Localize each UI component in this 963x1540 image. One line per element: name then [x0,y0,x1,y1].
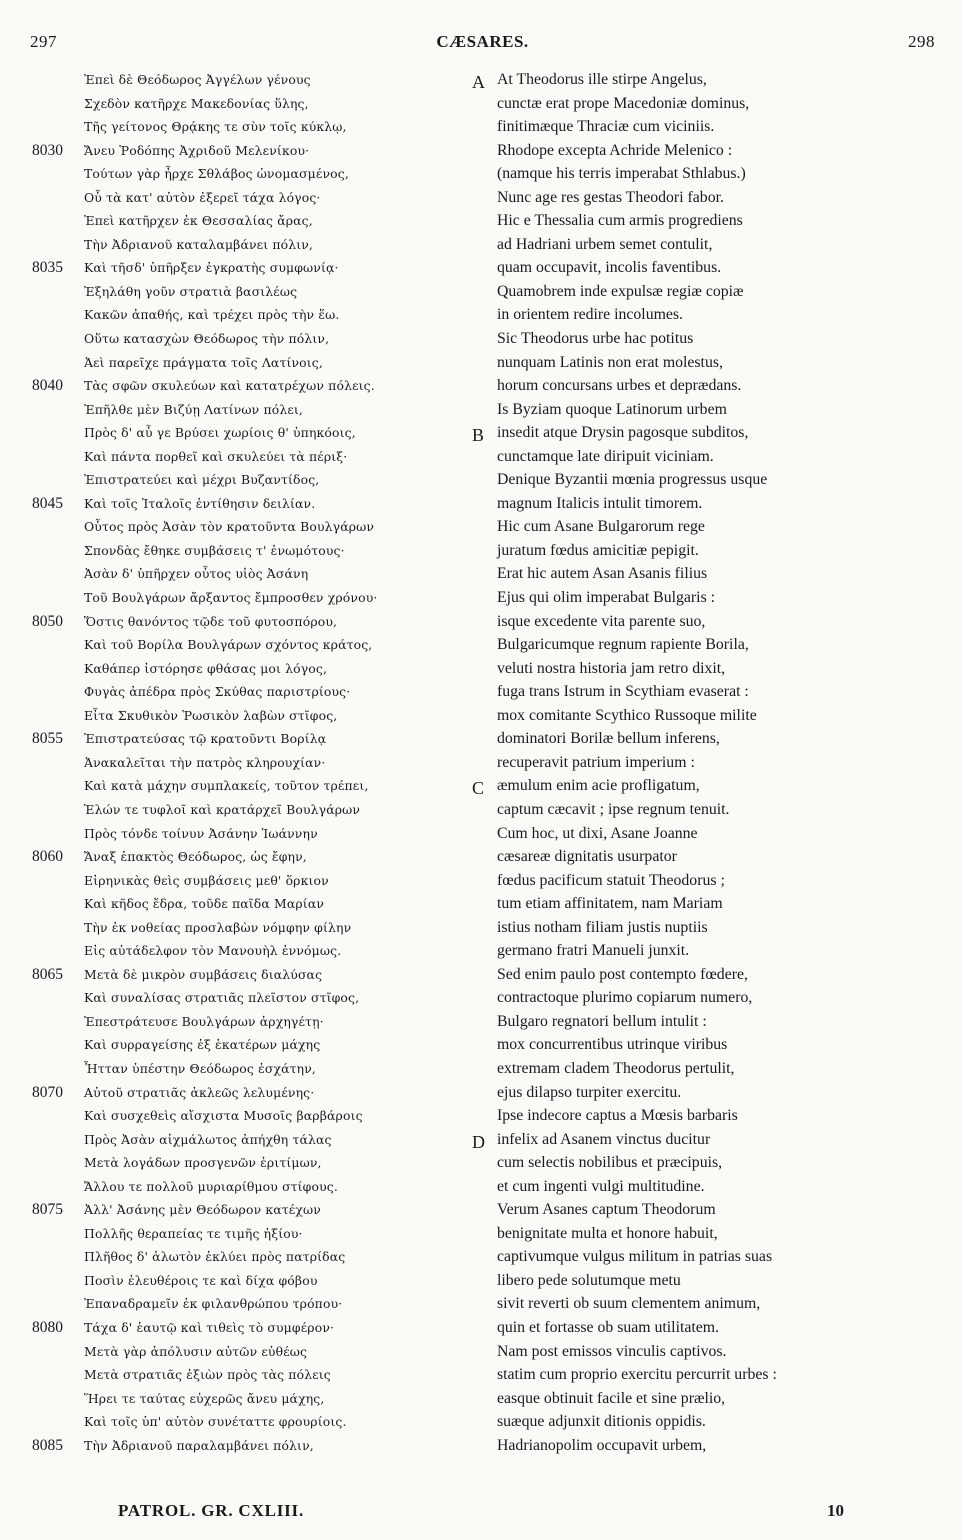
greek-verse-text: Πρὸς δ' αὖ γε Βρύσει χωρίοις θ' ὑπηκόοις, [84,425,356,441]
verse-number: 8075 [32,1201,63,1219]
greek-verse-text: Ἄνευ Ῥοδόπης Ἀχριδοῦ Μελενίκου· [84,142,310,158]
page-footer [0,1501,963,1525]
latin-verse-text: tum etiam affinitatem, nam Mariam [497,895,723,913]
latin-verse-text: istius notham filiam justis nuptiis [497,918,708,936]
latin-translation-line [472,1387,912,1411]
greek-verse-line [32,1175,472,1199]
latin-translation-line [472,916,912,940]
latin-translation-line [472,92,912,116]
latin-verse-text: Rhodope excepta Achride Melenico : [497,141,733,159]
greek-verse-text: Ἐπαναδραμεῖν ἐκ φιλανθρώπου τρόπου· [84,1296,343,1312]
greek-verse-line [32,727,472,751]
latin-translation-line [472,633,912,657]
latin-verse-text: ad Hadriani urbem semet contulit, [497,235,713,253]
greek-verse-text: Τοῦ Βουλγάρων ἄρξαντος ἔμπροσθεν χρόνου· [84,590,378,606]
latin-verse-text: infelix ad Asanem vinctus ducitur [497,1130,711,1148]
greek-verse-line [32,233,472,257]
greek-verse-line [32,869,472,893]
greek-verse-line [32,421,472,445]
latin-translation-line [472,445,912,469]
greek-verse-text: Καὶ κῆδος ἔδρα, τοῦδε παῖδα Μαρίαν [84,896,325,912]
greek-verse-text: Τὴν Ἀδριανοῦ καταλαμβάνει πόλιν, [84,236,314,252]
latin-translation-line [472,1057,912,1081]
latin-verse-text: quam occupavit, incolis faventibus. [497,259,722,277]
verse-number: 8080 [32,1318,63,1336]
greek-verse-line [32,586,472,610]
latin-verse-text: insedit atque Drysin pagosque subditos, [497,424,749,442]
greek-verse-line [32,633,472,657]
greek-verse-text: Ἄναξ ἐπακτὸς Θεόδωρος, ὡς ἔφην, [84,849,307,865]
greek-verse-text: Ἀλλ' Ἀσάνης μὲν Θεόδωρον κατέχων [84,1202,321,1218]
latin-translation-line [472,845,912,869]
greek-verse-text: Καὶ συρραγείσης ἐξ ἑκατέρων μάχης [84,1037,321,1053]
greek-verse-line [32,1269,472,1293]
latin-translation-line [472,374,912,398]
latin-verse-text: cum selectis nobilibus et præcipuis, [497,1154,723,1172]
latin-translation-line [472,351,912,375]
greek-verse-line [32,1151,472,1175]
greek-verse-line [32,445,472,469]
greek-verse-line [32,680,472,704]
latin-verse-text: Cum hoc, ut dixi, Asane Joanne [497,824,698,842]
latin-translation-line [472,1033,912,1057]
greek-verse-line [32,1410,472,1434]
greek-verse-text: Αὐτοῦ στρατιᾶς ἀκλεῶς λελυμένης· [84,1084,315,1100]
greek-verse-line [32,1057,472,1081]
latin-verse-text: captum cæcavit ; ipse regnum tenuit. [497,800,730,818]
latin-verse-text: Denique Byzantii mœnia progressus usque [497,471,768,489]
greek-verse-line [32,774,472,798]
greek-verse-text: Μετὰ στρατιᾶς ἐξιὼν πρὸς τὰς πόλεις [84,1367,331,1383]
latin-verse-text: Bulgaricumque regnum rapiente Borila, [497,636,749,654]
latin-translation-line [472,1010,912,1034]
latin-translation-line [472,515,912,539]
greek-verse-line [32,398,472,422]
greek-verse-line [32,374,472,398]
latin-translation-line [472,492,912,516]
greek-verse-line [32,1104,472,1128]
greek-verse-line [32,704,472,728]
greek-verse-text: Ἑλών τε τυφλοῖ καὶ κρατάρχεῖ Βουλγάρων [84,801,361,817]
latin-translation-line [472,822,912,846]
greek-verse-line [32,256,472,280]
latin-verse-text: magnum Italicis intulit timorem. [497,494,703,512]
latin-translation-line [472,209,912,233]
footer-sheet-number: 10 [827,1501,844,1520]
greek-verse-text: Εἰρηνικὰς θεὶς συμβάσεις μεθ' ὅρκιον [84,872,329,888]
greek-verse-line [32,280,472,304]
latin-translation-line [472,586,912,610]
greek-verse-line [32,751,472,775]
verse-number: 8065 [32,965,63,983]
greek-verse-line [32,1363,472,1387]
greek-verse-line [32,562,472,586]
greek-verse-line [32,963,472,987]
verse-number: 8060 [32,848,63,866]
latin-verse-text: At Theodorus ille stirpe Angelus, [497,71,707,88]
greek-verse-text: Οὗτος πρὸς Ἀσὰν τὸν κρατοῦντα Βουλγάρων [84,519,375,535]
greek-verse-text: Μετὰ γὰρ ἀπόλυσιν αὐτῶν εὐθέως [84,1343,308,1359]
latin-verse-text: Is Byziam quoque Latinorum urbem [497,400,727,418]
latin-translation-line [472,562,912,586]
latin-verse-text: Sic Theodorus urbe hac potitus [497,330,694,348]
verse-number: 8070 [32,1083,63,1101]
latin-verse-text: Sed enim paulo post contempto fœdere, [497,965,748,983]
latin-translation-line [472,751,912,775]
latin-verse-text: Quamobrem inde expulsæ regiæ copiæ [497,282,744,300]
greek-verse-line [32,351,472,375]
latin-translation-line [472,327,912,351]
latin-translation-line [472,798,912,822]
latin-verse-text: extremam cladem Theodorus pertulit, [497,1059,735,1077]
latin-verse-text: captivumque vulgus militum in patrias suas [497,1248,773,1266]
greek-verse-text: Ἐπιστρατεύει καὶ μέχρι Βυζαντίδος, [84,472,320,488]
greek-verse-text: Ἐπῆλθε μὲν Βιζύῃ Λατίνων πόλει, [84,401,304,417]
latin-verse-text: benignitate multa et honore habuit, [497,1224,718,1242]
greek-verse-line [32,115,472,139]
latin-verse-text: sivit reverti ob suum clementem animum, [497,1295,761,1313]
latin-translation-line [472,421,912,445]
greek-verse-line [32,1316,472,1340]
latin-verse-text: statim cum proprio exercitu percurrit urbes : [497,1366,777,1384]
latin-translation-line [472,1175,912,1199]
greek-verse-text: Ἥρει τε ταύτας εὐχερῶς ἄνευ μάχης, [84,1390,325,1406]
latin-verse-text: (namque his terris imperabat Sthlabus.) [497,165,746,183]
latin-translation-line [472,774,912,798]
greek-verse-text: Ἐπεὶ δὲ Θεόδωρος Ἀγγέλων γένους [84,72,311,87]
greek-verse-line [32,798,472,822]
greek-verse-text: Καὶ τοῖς ὑπ' αὐτὸν συνέταττε φρουρίοις. [84,1414,347,1430]
latin-verse-text: quin et fortasse ob suam utilitatem. [497,1318,719,1336]
greek-verse-line [32,1434,472,1458]
latin-verse-text: Verum Asanes captum Theodorum [497,1201,716,1219]
verse-number: 8085 [32,1436,63,1454]
greek-verse-text: Ἐπεὶ κατῆρχεν ἐκ Θεσσαλίας ἄρας, [84,213,313,229]
greek-verse-line [32,1387,472,1411]
greek-verse-text: Ἐπεστράτευσε Βουλγάρων ἀρχηγέτῃ· [84,1013,324,1029]
greek-verse-text: Ἧτταν ὑπέστην Θεόδωρος ἐσχάτην, [84,1060,317,1076]
latin-translation-line [472,727,912,751]
page-number-left: 297 [30,32,57,51]
latin-verse-text: libero pede solutumque metu [497,1271,681,1289]
greek-verse-line [32,986,472,1010]
greek-verse-text: Ἐξηλάθη γοῦν στρατιὰ βασιλέως [84,283,298,299]
latin-translation-line [472,303,912,327]
greek-verse-text: Τὴν ἐκ νοθείας προσλαβὼν νόμφην φίλην [84,919,352,935]
greek-verse-text: Οὕτω κατασχὼν Θεόδωρος τὴν πόλιν, [84,331,330,347]
latin-translation-line [472,1081,912,1105]
greek-verse-text: Σπονδὰς ἔθηκε συμβάσεις τ' ἐνωμότους· [84,542,345,558]
latin-translation-line [472,162,912,186]
latin-verse-text: horum concursans urbes et deprædans. [497,377,742,395]
latin-verse-text: easque obtinuit facile et sine prælio, [497,1389,726,1407]
running-title: CÆSARES. [436,32,529,51]
greek-verse-line [32,1128,472,1152]
greek-verse-text: Πολλῆς θεραπείας τε τιμῆς ἠξίου· [84,1225,303,1241]
latin-verse-text: ejus dilapso turpiter exercitu. [497,1083,682,1101]
latin-verse-text: Bulgaro regnatori bellum intulit : [497,1012,707,1030]
greek-verse-text: Κακῶν ἀπαθής, καὶ τρέχει πρὸς τὴν ἕω. [84,307,340,323]
latin-translation-line [472,1269,912,1293]
latin-translation-line [472,1222,912,1246]
latin-verse-text: fuga trans Istrum in Scythiam evaserat : [497,683,749,701]
latin-translation-line [472,280,912,304]
latin-verse-text: veluti nostra historia jam retro dixit, [497,659,726,677]
verse-number: 8050 [32,612,63,630]
verse-number: 8045 [32,494,63,512]
latin-translation-line [472,610,912,634]
latin-translation-line [472,1434,912,1458]
latin-verse-text: dominatori Borilæ bellum inferens, [497,730,720,748]
latin-translation-line [472,704,912,728]
greek-verse-line [32,303,472,327]
latin-verse-text: Nam post emissos vinculis captivos. [497,1342,727,1360]
latin-verse-text: mox concurrentibus utrinque viribus [497,1036,728,1054]
latin-translation-line [472,1198,912,1222]
greek-verse-line [32,162,472,186]
greek-verse-text: Πλῆθος δ' ἁλωτὸν ἐκλύει πρὸς πατρίδας [84,1249,346,1265]
latin-translation-line [472,680,912,704]
greek-verse-line [32,1340,472,1364]
greek-verse-text: Ἀσὰν δ' ὑπῆρχεν οὗτος υἱὸς Ἀσάνη [84,566,309,582]
latin-translation-line [472,1245,912,1269]
latin-verse-text: suæque adjunxit ditionis oppidis. [497,1413,706,1431]
latin-translation-line [472,139,912,163]
greek-verse-text: Οὗ τὰ κατ' αὐτὸν ἐξερεῖ τάχα λόγος· [84,189,321,205]
greek-verse-text: Ποσὶν ἐλευθέροις τε καὶ δίχα φόβου [84,1272,318,1288]
latin-translation-line [472,1316,912,1340]
latin-verse-text: cunctæ erat prope Macedoniæ dominus, [497,94,750,112]
section-marker: C [472,778,485,798]
footer-signature: PATROL. GR. CXLIII. [118,1501,305,1520]
greek-verse-line [32,515,472,539]
latin-translation-line [472,1410,912,1434]
greek-verse-line [32,939,472,963]
greek-verse-line [32,610,472,634]
latin-translation-line [472,1363,912,1387]
latin-verse-text: cunctamque late diripuit viciniam. [497,447,714,465]
latin-translation-line [472,1340,912,1364]
latin-verse-text: Hic e Thessalia cum armis progrediens [497,212,743,230]
greek-verse-text: Ὅστις θανόντος τῷδε τοῦ φυτοσπόρου, [84,613,338,629]
latin-verse-text: Ejus qui olim imperabat Bulgaris : [497,589,716,607]
greek-verse-text: Ἀεὶ παρεῖχε πράγματα τοῖς Λατίνοις, [84,354,323,370]
latin-verse-text: Nunc age res gestas Theodori fabor. [497,188,724,206]
latin-translation-line [472,1128,912,1152]
greek-verse-text: Μετὰ δὲ μικρὸν συμβάσεις διαλύσας [84,966,323,982]
latin-verse-text: isque excedente vita parente suo, [497,612,706,630]
latin-verse-text: germano fratri Manueli junxit. [497,942,690,960]
greek-verse-text: Ἀνακαλεῖται τὴν πατρὸς κληρουχίαν· [84,754,326,770]
greek-verse-text: Μετὰ λογάδων προσγενῶν ἐριτίμων, [84,1155,322,1171]
section-marker: A [472,72,485,92]
greek-text-column [32,68,472,1457]
greek-verse-line [32,657,472,681]
latin-translation-line [472,1292,912,1316]
latin-translation-line [472,398,912,422]
latin-verse-text: in orientem redire incolumes. [497,306,683,324]
greek-verse-line [32,92,472,116]
greek-verse-line [32,68,472,92]
greek-verse-text: Τάχα δ' ἑαυτῷ καὶ τιθεὶς τὸ συμφέρον· [84,1319,335,1335]
greek-verse-text: Καὶ συναλίσας στρατιᾶς πλεῖστον στῖφος, [84,990,360,1006]
greek-verse-line [32,1245,472,1269]
verse-number: 8030 [32,141,63,159]
greek-verse-text: Καθάπερ ἱστόρησε φθάσας μοι λόγος, [84,660,328,676]
latin-translation-line [472,892,912,916]
greek-verse-line [32,1198,472,1222]
greek-verse-line [32,209,472,233]
greek-verse-text: Καὶ τοῦ Βορίλα Βουλγάρων σχόντος κράτος, [84,637,373,653]
latin-translation-line [472,539,912,563]
greek-verse-line [32,916,472,940]
latin-verse-text: nunquam Latinis non erat molestus, [497,353,723,371]
greek-verse-text: Ἄλλου τε πολλοῦ μυριαρίθμου στίφους. [84,1178,338,1194]
latin-translation-line [472,986,912,1010]
latin-verse-text: juratum fœdus amicitiæ pepigit. [497,541,699,559]
page-number-right: 298 [908,32,935,51]
greek-verse-line [32,1222,472,1246]
latin-translation-line [472,939,912,963]
latin-translation-line [472,963,912,987]
latin-text-column [472,68,912,1457]
greek-verse-line [32,327,472,351]
greek-verse-line [32,468,472,492]
greek-verse-line [32,822,472,846]
greek-verse-text: Πρὸς Ἀσὰν αἰχμάλωτος ἀπήχθη τάλας [84,1131,332,1147]
greek-verse-text: Ἐπιστρατεύσας τῷ κρατοῦντι Βορίλᾳ [84,731,327,747]
latin-verse-text: Erat hic autem Asan Asanis filius [497,565,708,583]
greek-verse-line [32,1292,472,1316]
latin-verse-text: recuperavit patrium imperium : [497,753,695,771]
latin-translation-line [472,1104,912,1128]
latin-translation-line [472,115,912,139]
section-marker: D [472,1131,485,1152]
greek-verse-text: Καὶ συσχεθεὶς αἴσχιστα Μυσοῖς βαρβάροις [84,1108,363,1124]
latin-verse-text: mox comitante Scythico Russoque milite [497,706,757,724]
latin-verse-text: et cum ingenti vulgi multitudine. [497,1177,705,1195]
verse-number: 8055 [32,730,63,748]
greek-verse-text: Καὶ κατὰ μάχην συμπλακείς, τοῦτον τρέπει, [84,778,369,794]
greek-verse-text: Φυγὰς ἀπέδρα πρὸς Σκύθας παριστρίους· [84,684,351,700]
greek-verse-text: Εἰς αὐτάδελφον τὸν Μανουὴλ ἐννόμως. [84,943,342,959]
latin-translation-line [472,68,912,92]
greek-verse-text: Τούτων γὰρ ἦρχε Σθλάβος ὠνομασμένος, [84,166,349,182]
greek-verse-line [32,1033,472,1057]
greek-verse-text: Πρὸς τόνδε τοίνυν Ἀσάνην Ἰωάννην [84,825,318,841]
section-marker: B [472,425,485,445]
greek-verse-text: Καὶ πάντα πορθεῖ καὶ σκυλεύει τὰ πέριξ· [84,448,348,464]
greek-verse-text: Τὴν Ἀδριανοῦ παραλαμβάνει πόλιν, [84,1437,314,1453]
greek-verse-text: Εἶτα Σκυθικὸν Ῥωσικὸν λαβὼν στῖφος, [84,707,338,723]
greek-verse-text: Τῆς γείτονος Θρᾴκης τε σὺν τοῖς κύκλῳ, [84,119,347,135]
greek-verse-line [32,892,472,916]
verse-number: 8035 [32,259,63,277]
greek-verse-text: Καὶ τοῖς Ἰταλοῖς ἐντίθησιν δειλίαν. [84,495,316,511]
latin-verse-text: cæsareæ dignitatis usurpator [497,848,677,866]
verse-number: 8040 [32,377,63,395]
latin-translation-line [472,233,912,257]
latin-verse-text: æmulum enim acie profligatum, [497,777,700,795]
greek-verse-text: Σχεδὸν κατῆρχε Μακεδονίας ὕλης, [84,95,309,111]
greek-verse-line [32,1081,472,1105]
greek-verse-line [32,492,472,516]
greek-verse-line [32,845,472,869]
latin-translation-line [472,1151,912,1175]
latin-translation-line [472,256,912,280]
page-header [30,32,935,56]
latin-verse-text: finitimæque Thraciæ cum viciniis. [497,118,715,136]
greek-verse-line [32,1010,472,1034]
latin-translation-line [472,468,912,492]
greek-verse-line [32,186,472,210]
latin-verse-text: Hic cum Asane Bulgarorum rege [497,518,705,536]
latin-verse-text: contractoque plurimo copiarum numero, [497,989,753,1007]
greek-verse-text: Τὰς σφῶν σκυλεύων καὶ κατατρέχων πόλεις. [84,378,375,394]
latin-translation-line [472,869,912,893]
latin-translation-line [472,186,912,210]
greek-verse-text: Καὶ τῆσδ' ὑπῆρξεν ἐγκρατὴς συμφωνίᾳ· [84,260,339,276]
latin-verse-text: fœdus pacificum statuit Theodorus ; [497,871,725,889]
greek-verse-line [32,139,472,163]
latin-verse-text: Ipse indecore captus a Mœsis barbaris [497,1107,738,1125]
greek-verse-line [32,539,472,563]
latin-verse-text: Hadrianopolim occupavit urbem, [497,1436,707,1454]
latin-translation-line [472,657,912,681]
